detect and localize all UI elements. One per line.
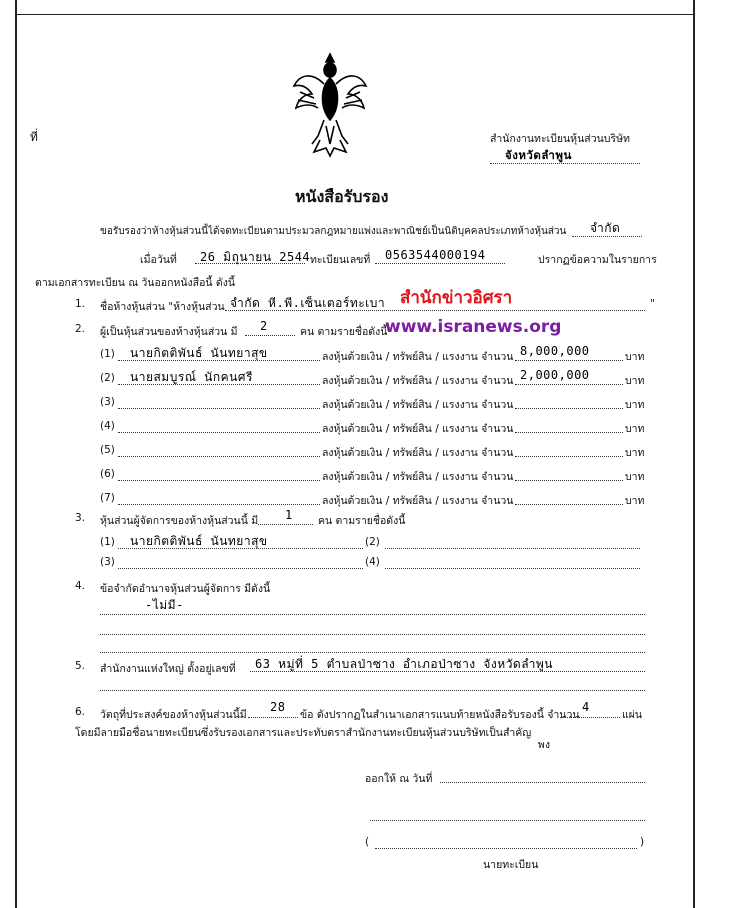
partner-amount-dots (515, 504, 623, 505)
partner-index: (5) (100, 444, 115, 456)
item1-num: 1. (75, 298, 86, 310)
manager-index: (3) (100, 556, 115, 568)
date-label: เมื่อวันที่ (140, 254, 177, 266)
signature-dots (370, 820, 645, 821)
partner-index: (1) (100, 348, 115, 360)
partnership-type: จำกัด (590, 221, 621, 235)
item4-num: 4. (75, 580, 86, 592)
item6-pages: 4 (582, 700, 590, 714)
type-dots (572, 236, 642, 237)
regno-label: ทะเบียนเลขที่ (310, 254, 371, 266)
manager-name: นายกิตติพันธ์ นันทยาสุข (130, 534, 268, 548)
item4-dots-1 (100, 614, 645, 615)
item1-label: ชื่อห้างหุ้นส่วน "ห้างหุ้นส่วน (100, 301, 225, 313)
partner-amount-dots (515, 408, 623, 409)
partner-share: ลงหุ้นด้วยเงิน / ทรัพย์สิน / แรงงาน จำนวน (322, 351, 514, 363)
item3-count-dots (258, 524, 313, 525)
page-edge-left (15, 0, 17, 908)
item4-label: ข้อจำกัดอำนาจหุ้นส่วนผู้จัดการ มีดังนี้ (100, 583, 271, 595)
partner-amount-dots (515, 456, 623, 457)
partner-index: (2) (100, 372, 115, 384)
item5-dots-2 (100, 690, 645, 691)
manager-name-dots (118, 548, 363, 549)
item3-count: 1 (285, 508, 293, 522)
regno-value: 0563544000194 (385, 248, 486, 262)
partner-amount-dots (515, 432, 623, 433)
item2-label: ผู้เป็นหุ้นส่วนของห้างหุ้นส่วน มี (100, 326, 238, 338)
item6-pages-unit: แผ่น (622, 709, 643, 721)
manager-name-dots (385, 548, 640, 549)
item4-value: -ไม่มี- (145, 598, 184, 612)
item6-line2: โดยมีลายมือชื่อนายทะเบียนซึ่งรับรองเอกสารและประทับตราสำนักงานทะเบียนหุ้นส่วนบริษัทเป็นสำคัญ (75, 727, 532, 739)
item1-dots (225, 310, 645, 311)
partner-name-dots (118, 384, 320, 385)
date-value: 26 มิถุนายน 2544 (200, 250, 311, 264)
partner-unit: บาท (625, 447, 645, 459)
item6-num: 6. (75, 706, 86, 718)
partner-unit: บาท (625, 471, 645, 483)
partner-share: ลงหุ้นด้วยเงิน / ทรัพย์สิน / แรงงาน จำนวน (322, 375, 514, 387)
manager-index: (4) (365, 556, 380, 568)
partner-amount: 2,000,000 (520, 368, 590, 382)
date-dots (195, 263, 305, 264)
partner-share: ลงหุ้นด้วยเงิน / ทรัพย์สิน / แรงงาน จำนวน (322, 423, 514, 435)
item5-num: 5. (75, 660, 86, 672)
partner-unit: บาท (625, 351, 645, 363)
left-mark: ที่ (30, 130, 38, 144)
item1-close: " (650, 298, 655, 310)
partner-unit: บาท (625, 423, 645, 435)
item2-num: 2. (75, 323, 86, 335)
manager-index: (1) (100, 536, 115, 548)
partner-name-dots (118, 456, 320, 457)
partner-name: นายกิตติพันธ์ นันทยาสุข (130, 346, 268, 360)
issued-dots (440, 782, 645, 783)
issued-label: ออกให้ ณ วันที่ (365, 773, 433, 785)
registrar-name-dots (375, 848, 637, 849)
garuda-emblem-icon (290, 48, 370, 158)
item6-pages-dots (560, 717, 620, 718)
partner-share: ลงหุ้นด้วยเงิน / ทรัพย์สิน / แรงงาน จำนวน (322, 447, 514, 459)
item3-tail: คน ตามรายชื่อดังนี้ (318, 515, 406, 527)
paren-open: ( (365, 836, 370, 848)
item1-name: จำกัด หี.พี.เซ็นเตอร์ทะเบา (230, 296, 386, 310)
page-edge-right (693, 0, 695, 908)
partner-name-dots (118, 504, 320, 505)
manager-name-dots (385, 568, 640, 569)
item3-num: 3. (75, 512, 86, 524)
partner-name-dots (118, 360, 320, 361)
manager-name-dots (118, 568, 363, 569)
item2-count-dots (245, 335, 295, 336)
partner-share: ลงหุ้นด้วยเงิน / ทรัพย์สิน / แรงงาน จำนวน (322, 495, 514, 507)
partner-index: (4) (100, 420, 115, 432)
page-title: หนังสือรับรอง (295, 187, 389, 206)
watermark-agency: สำนักข่าวอิศรา (400, 288, 513, 308)
partner-amount-dots (515, 360, 623, 361)
partner-index: (6) (100, 468, 115, 480)
item4-dots-3 (100, 652, 645, 653)
province: จังหวัดลำพูน (505, 148, 572, 162)
partner-unit: บาท (625, 495, 645, 507)
item6-mid: ข้อ ดังปรากฏในสำเนาเอกสารแนบท้ายหนังสือรับรองนี้ จำนวน (300, 709, 580, 721)
intro-line1: ขอรับรองว่าห้างหุ้นส่วนนี้ได้จดทะเบียนตามประมวลกฎหมายแพ่งและพาณิชย์เป็นนิติบุคคลประเภทห้างหุ้นส่วน (100, 226, 567, 237)
partner-index: (3) (100, 396, 115, 408)
item2-count: 2 (260, 319, 268, 333)
paren-close: ) (640, 836, 645, 848)
office-name: สำนักงานทะเบียนหุ้นส่วนบริษัท (490, 133, 630, 145)
watermark-url: www.isranews.org (385, 317, 562, 337)
partner-amount: 8,000,000 (520, 344, 590, 358)
item6-count: 28 (270, 700, 286, 714)
intro-line2-tail: ปรากฏข้อความในรายการ (538, 254, 657, 266)
manager-index: (2) (365, 536, 380, 548)
item5-dots-1 (250, 671, 645, 672)
item4-dots-2 (100, 634, 645, 635)
partner-share: ลงหุ้นด้วยเงิน / ทรัพย์สิน / แรงงาน จำนวน (322, 399, 514, 411)
partner-amount-dots (515, 480, 623, 481)
item6-count-dots (248, 717, 298, 718)
item2-tail: คน ตามรายชื่อดังนี้ (300, 326, 388, 338)
item5-address: 63 หมู่ที่ 5 ตำบลป่าซาง อำเภอป่าซาง จังหวัดลำพูน (255, 657, 553, 671)
item6-label: วัตถุที่ประสงค์ของห้างหุ้นส่วนนี้มี (100, 709, 247, 721)
partner-name: นายสมบูรณ์ นักคนศรี (130, 370, 253, 384)
partner-unit: บาท (625, 375, 645, 387)
regno-dots (375, 263, 505, 264)
partner-index: (7) (100, 492, 115, 504)
partner-amount-dots (515, 384, 623, 385)
page-edge-top (15, 14, 695, 15)
partner-unit: บาท (625, 399, 645, 411)
partner-name-dots (118, 480, 320, 481)
partner-name-dots (118, 432, 320, 433)
intro-line3: ตามเอกสารทะเบียน ณ วันออกหนังสือนี้ ดังนี้ (35, 277, 236, 289)
partner-name-dots (118, 408, 320, 409)
item5-label: สำนักงานแห่งใหญ่ ตั้งอยู่เลขที่ (100, 663, 236, 675)
registrar-initial: พง (538, 740, 551, 751)
registrar-title: นายทะเบียน (483, 859, 539, 871)
province-dots (490, 163, 640, 164)
partner-share: ลงหุ้นด้วยเงิน / ทรัพย์สิน / แรงงาน จำนวน (322, 471, 514, 483)
item3-label: หุ้นส่วนผู้จัดการของห้างหุ้นส่วนนี้ มี (100, 515, 259, 527)
